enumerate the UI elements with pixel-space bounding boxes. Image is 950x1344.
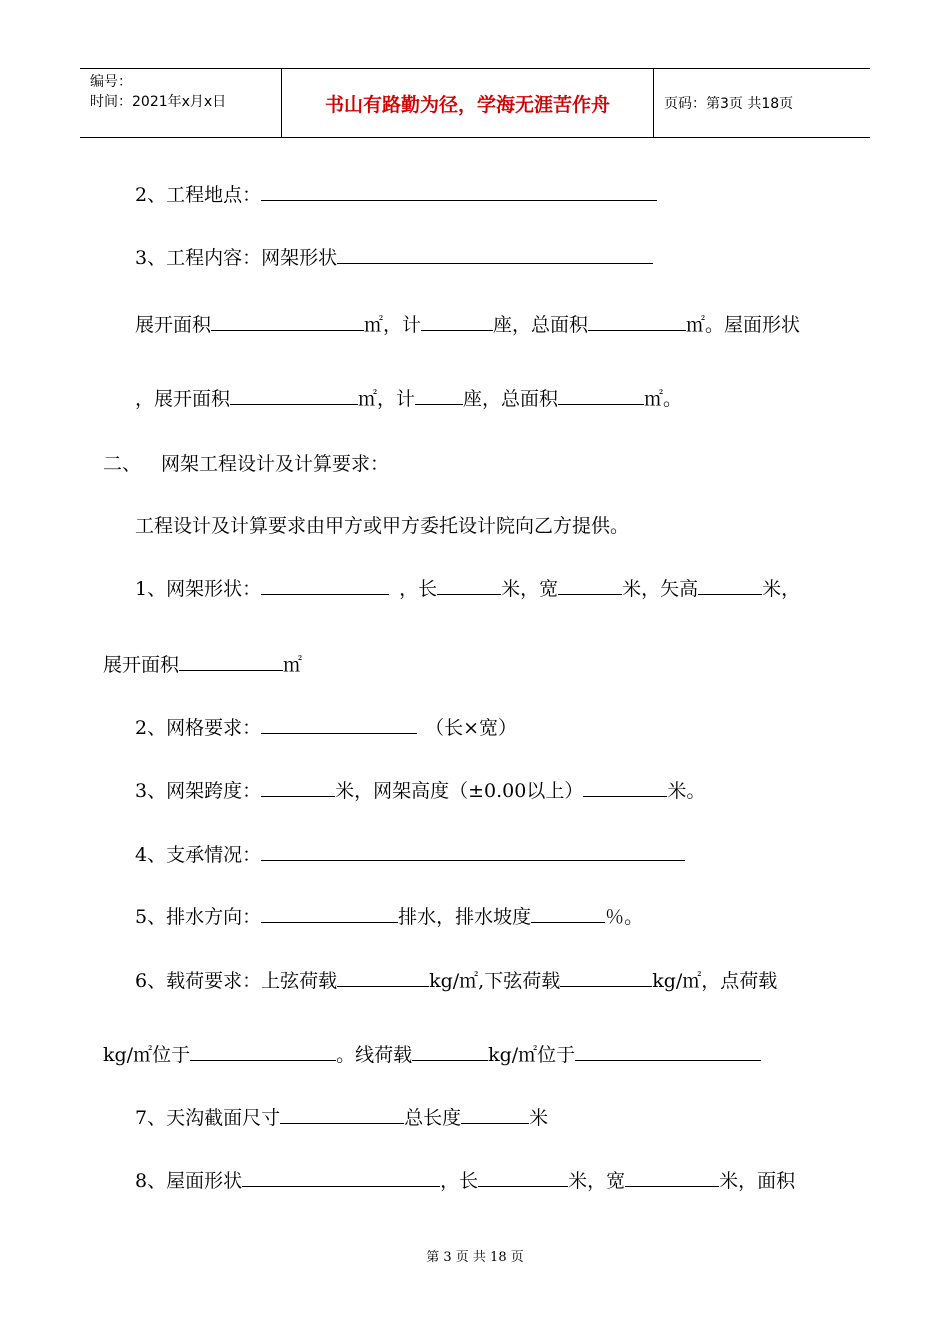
section-two-heading — [103, 452, 389, 476]
label: 2、工程地点： — [135, 184, 262, 206]
section-number: 二、 — [103, 453, 142, 475]
label: 米 — [529, 1107, 549, 1129]
blank-field[interactable] — [437, 576, 501, 595]
blank-field[interactable] — [261, 842, 685, 861]
item-support — [135, 842, 685, 867]
blank-field[interactable] — [583, 778, 667, 797]
header-page-info: 页码：第3页 共18页 — [664, 96, 794, 112]
section-title: 网架工程设计及计算要求： — [161, 453, 390, 475]
label: kg/㎡位于 — [488, 1044, 576, 1066]
label: 展开面积 — [135, 314, 212, 336]
label: 2、网格要求： — [135, 717, 262, 739]
label: 6、载荷要求：上弦荷载 — [135, 970, 338, 992]
label: 米，网架高度（±0.00以上） — [335, 780, 584, 802]
blank-field[interactable] — [242, 1168, 440, 1187]
blank-field[interactable] — [625, 1168, 719, 1187]
label: 4、支承情况： — [135, 844, 262, 866]
blank-field[interactable] — [560, 968, 652, 987]
label: 座，总面积 — [463, 388, 559, 410]
label: 7、天沟截面尺寸 — [135, 1107, 281, 1129]
label: ，长 — [440, 1170, 479, 1192]
blank-field[interactable] — [531, 904, 605, 923]
paragraph: 工程设计及计算要求由甲方或甲方委托设计院向乙方提供。 — [135, 515, 630, 537]
blank-field[interactable] — [415, 386, 463, 405]
blank-field[interactable] — [421, 312, 493, 331]
label: ，长 — [399, 578, 438, 600]
label: kg/㎡,下弦荷载 — [429, 970, 561, 992]
label: 。线荷载 — [336, 1044, 413, 1066]
item-grid-requirement — [135, 715, 517, 740]
label: 总长度 — [404, 1107, 462, 1129]
number-label: 编号： — [90, 74, 132, 90]
blank-field[interactable] — [558, 386, 644, 405]
label: kg/㎡，点荷载 — [652, 970, 778, 992]
header-meta — [80, 69, 282, 137]
label: 排水，排水坡度 — [398, 906, 532, 928]
blank-field[interactable] — [337, 968, 429, 987]
blank-field[interactable] — [261, 715, 417, 734]
blank-field[interactable] — [575, 1042, 761, 1061]
label: 米。 — [667, 780, 706, 802]
label: 5、排水方向： — [135, 906, 262, 928]
page-header — [80, 68, 870, 138]
label: （长×宽） — [425, 717, 518, 739]
item-grid-shape — [135, 576, 800, 601]
header-motto: 书山有路勤为径，学海无涯苦作舟 — [282, 69, 654, 137]
item-project-location — [135, 182, 657, 207]
label: ㎡，计 — [358, 388, 416, 410]
item-expanded-area-1 — [135, 312, 800, 337]
blank-field[interactable] — [461, 1105, 529, 1124]
item-expanded-area-3 — [103, 652, 302, 677]
label: 展开面积 — [103, 654, 180, 676]
item-expanded-area-2 — [135, 386, 682, 411]
blank-field[interactable] — [179, 652, 283, 671]
label: kg/㎡位于 — [103, 1044, 191, 1066]
blank-field[interactable] — [211, 312, 364, 331]
blank-field[interactable] — [588, 312, 686, 331]
blank-field[interactable] — [261, 576, 389, 595]
blank-field[interactable] — [261, 182, 657, 201]
label: 8、屋面形状 — [135, 1170, 243, 1192]
label: ㎡ — [283, 654, 303, 676]
blank-field[interactable] — [280, 1105, 404, 1124]
item-load-requirements — [135, 968, 777, 993]
label: 3、网架跨度： — [135, 780, 262, 802]
blank-field[interactable] — [261, 778, 335, 797]
item-drainage — [135, 904, 643, 929]
label: 3、工程内容：网架形状 — [135, 247, 338, 269]
label: 1、网架形状： — [135, 578, 262, 600]
blank-field[interactable] — [698, 576, 762, 595]
label: ％。 — [605, 906, 644, 928]
label: ㎡。屋面形状 — [686, 314, 801, 336]
blank-field[interactable] — [412, 1042, 488, 1061]
blank-field[interactable] — [190, 1042, 336, 1061]
label: ㎡，计 — [364, 314, 422, 336]
label: ㎡。 — [644, 388, 683, 410]
label: 米，宽 — [568, 1170, 626, 1192]
label: ，展开面积 — [135, 388, 231, 410]
item-gutter — [135, 1105, 548, 1130]
design-requirements-text — [135, 514, 629, 538]
blank-field[interactable] — [478, 1168, 568, 1187]
label: 米，面积 — [719, 1170, 796, 1192]
label: 座，总面积 — [493, 314, 589, 336]
page-footer: 第 3 页 共 18 页 — [426, 1250, 524, 1265]
blank-field[interactable] — [261, 904, 398, 923]
time-label: 时间：2021年x月x日 — [90, 94, 227, 110]
label: 米， — [762, 578, 801, 600]
item-span — [135, 778, 705, 803]
item-roof-shape — [135, 1168, 795, 1193]
label: 米，矢高 — [622, 578, 699, 600]
item-load-location — [103, 1042, 761, 1067]
blank-field[interactable] — [558, 576, 622, 595]
blank-field[interactable] — [337, 245, 653, 264]
item-project-content — [135, 245, 653, 270]
blank-field[interactable] — [230, 386, 358, 405]
label: 米，宽 — [501, 578, 559, 600]
